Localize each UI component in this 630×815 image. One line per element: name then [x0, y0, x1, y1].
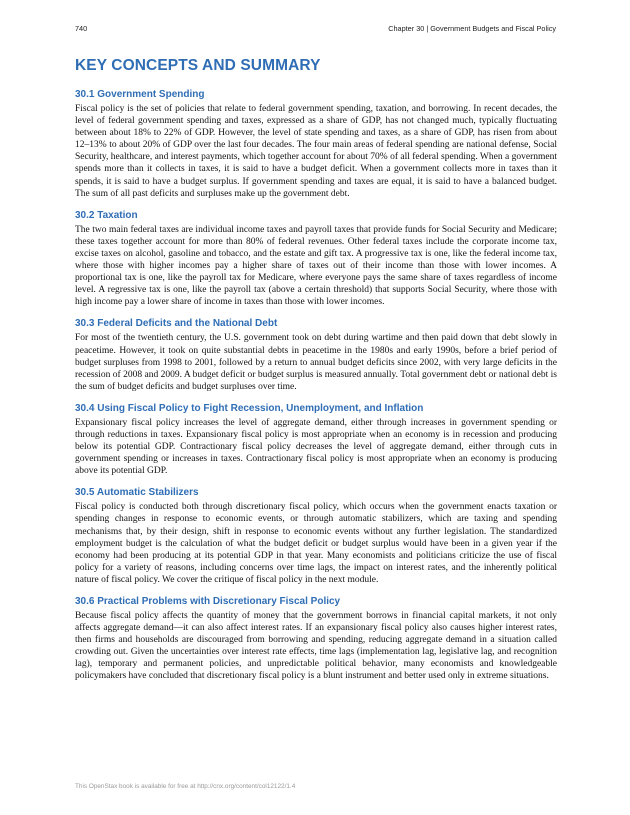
section-practical-problems — [75, 596, 557, 683]
section-heading: 30.3 Federal Deficits and the National Debt — [75, 318, 278, 330]
section-body: Fiscal policy is the set of policies that relate to federal government spending, taxation, and borrowing. In recent decades, the level of federal government spending and taxes, expressed as a share of GDP, has not changed much, typically fluctuating between about 18% to 22% of GDP. However, the level of state spending and taxes, as a share of GDP, has risen from about 12–13% to about 20% of GDP over the last four decades. The four main areas of federal spending are national defense, Social Security, healthcare, and interest payments, which together account for about 70% of all federal spending. When a government spends more than it collects in taxes, it is said to have a budget deficit. When a government collects more in taxes than it spends, it is said to have a budget surplus. If government spending and taxes are equal, it is said to have a balanced budget. The sum of all past deficits and surpluses make up the government debt. — [75, 104, 557, 199]
page-header — [75, 24, 556, 36]
section-fiscal-policy-recession — [75, 403, 557, 477]
section-government-spending — [75, 89, 557, 200]
page-number: 740 — [75, 24, 88, 33]
section-body: Expansionary fiscal policy increases the level of aggregate demand, either through increases in government spending or through reductions in taxes. Expansionary fiscal policy is most appropriate when an economy is in recession and producing below its potential GDP. Contractionary fiscal policy decreases the level of aggregate demand, either through cuts in government spending or increases in taxes. Contractionary fiscal policy is most appropriate when an economy is producing above its potential GDP. — [75, 417, 557, 477]
page-footer: This OpenStax book is available for free at http://cnx.org/content/col12122/1.4 — [75, 783, 296, 790]
section-body: The two main federal taxes are individual income taxes and payroll taxes that provide funds for Social Security and Medicare; these taxes together account for more than 80% of federal revenues. Other federal taxes include the corporate income tax, excise taxes on alcohol, gasoline and tobacco, and the estate and gift tax. A progressive tax is one, like the federal income tax, where those with higher incomes pay a higher share of taxes out of their income than those with lower incomes. A proportional tax is one, like the payroll tax for Medicare, where everyone pays the same share of taxes regardless of income level. A regressive tax is one, like the payroll tax (above a certain threshold) that supports Social Security, where those with high income pay a lower share of income in taxes than those with lower incomes. — [75, 224, 557, 308]
section-federal-deficits — [75, 318, 557, 392]
section-heading: 30.4 Using Fiscal Policy to Fight Recession, Unemployment, and Inflation — [75, 402, 424, 414]
section-automatic-stabilizers — [75, 487, 557, 586]
section-heading: 30.6 Practical Problems with Discretionary Fiscal Policy — [75, 596, 341, 607]
page-title: KEY CONCEPTS AND SUMMARY — [75, 57, 321, 74]
section-heading: 30.1 Government Spending — [75, 89, 205, 100]
section-taxation — [75, 210, 557, 309]
section-body: Because fiscal policy affects the quantity of money that the government borrows in financial capital markets, it not only affects aggregate demand—it can also affect interest rates. If an expansionary fiscal policy also causes higher interest rates, then firms and households are discouraged from borrowing and spending, reducing aggregate demand in a situation called crowding out. Given the uncertainties over interest rate effects, time lags (implementation lag, legislative lag, and recognition lag), temporary and permanent policies, and unpredictable political behavior, many economists and knowledgeable policymakers have concluded that discretionary fiscal policy is a blunt instrument and better used only in extreme situations. — [75, 611, 557, 682]
section-heading: 30.2 Taxation — [75, 209, 138, 221]
running-head: Chapter 30 | Government Budgets and Fiscal Policy — [388, 24, 556, 33]
section-body: For most of the twentieth century, the U.S. government took on debt during wartime and then paid down that debt slowly in peacetime. However, it took on quite substantial debts in peacetime in the 1980s and early 1990s, before a brief period of budget surpluses from 1998 to 2001, followed by a return to annual budget deficits since 2002, with very large deficits in the recession of 2008 and 2009. A budget deficit or budget surplus is measured annually. Total government debt or national debt is the sum of budget deficits and budget surpluses over time. — [75, 333, 557, 392]
page-content — [75, 57, 557, 693]
section-body: Fiscal policy is conducted both through discretionary fiscal policy, which occurs when the government enacts taxation or spending changes in response to economic events, or through automatic stabilizers, which are taxing and spending mechanisms that, by their design, shift in response to economic events without any further legislation. The standardized employment budget is the calculation of what the budget deficit or budget surplus would have been in a given year if the economy had been producing at its potential GDP in that year. Many economists and politicians criticize the use of fiscal policy for a variety of reasons, including concerns over time lags, the impact on interest rates, and the inherently political nature of fiscal policy. We cover the critique of fiscal policy in the next module. — [75, 502, 557, 585]
section-heading: 30.5 Automatic Stabilizers — [75, 487, 199, 499]
